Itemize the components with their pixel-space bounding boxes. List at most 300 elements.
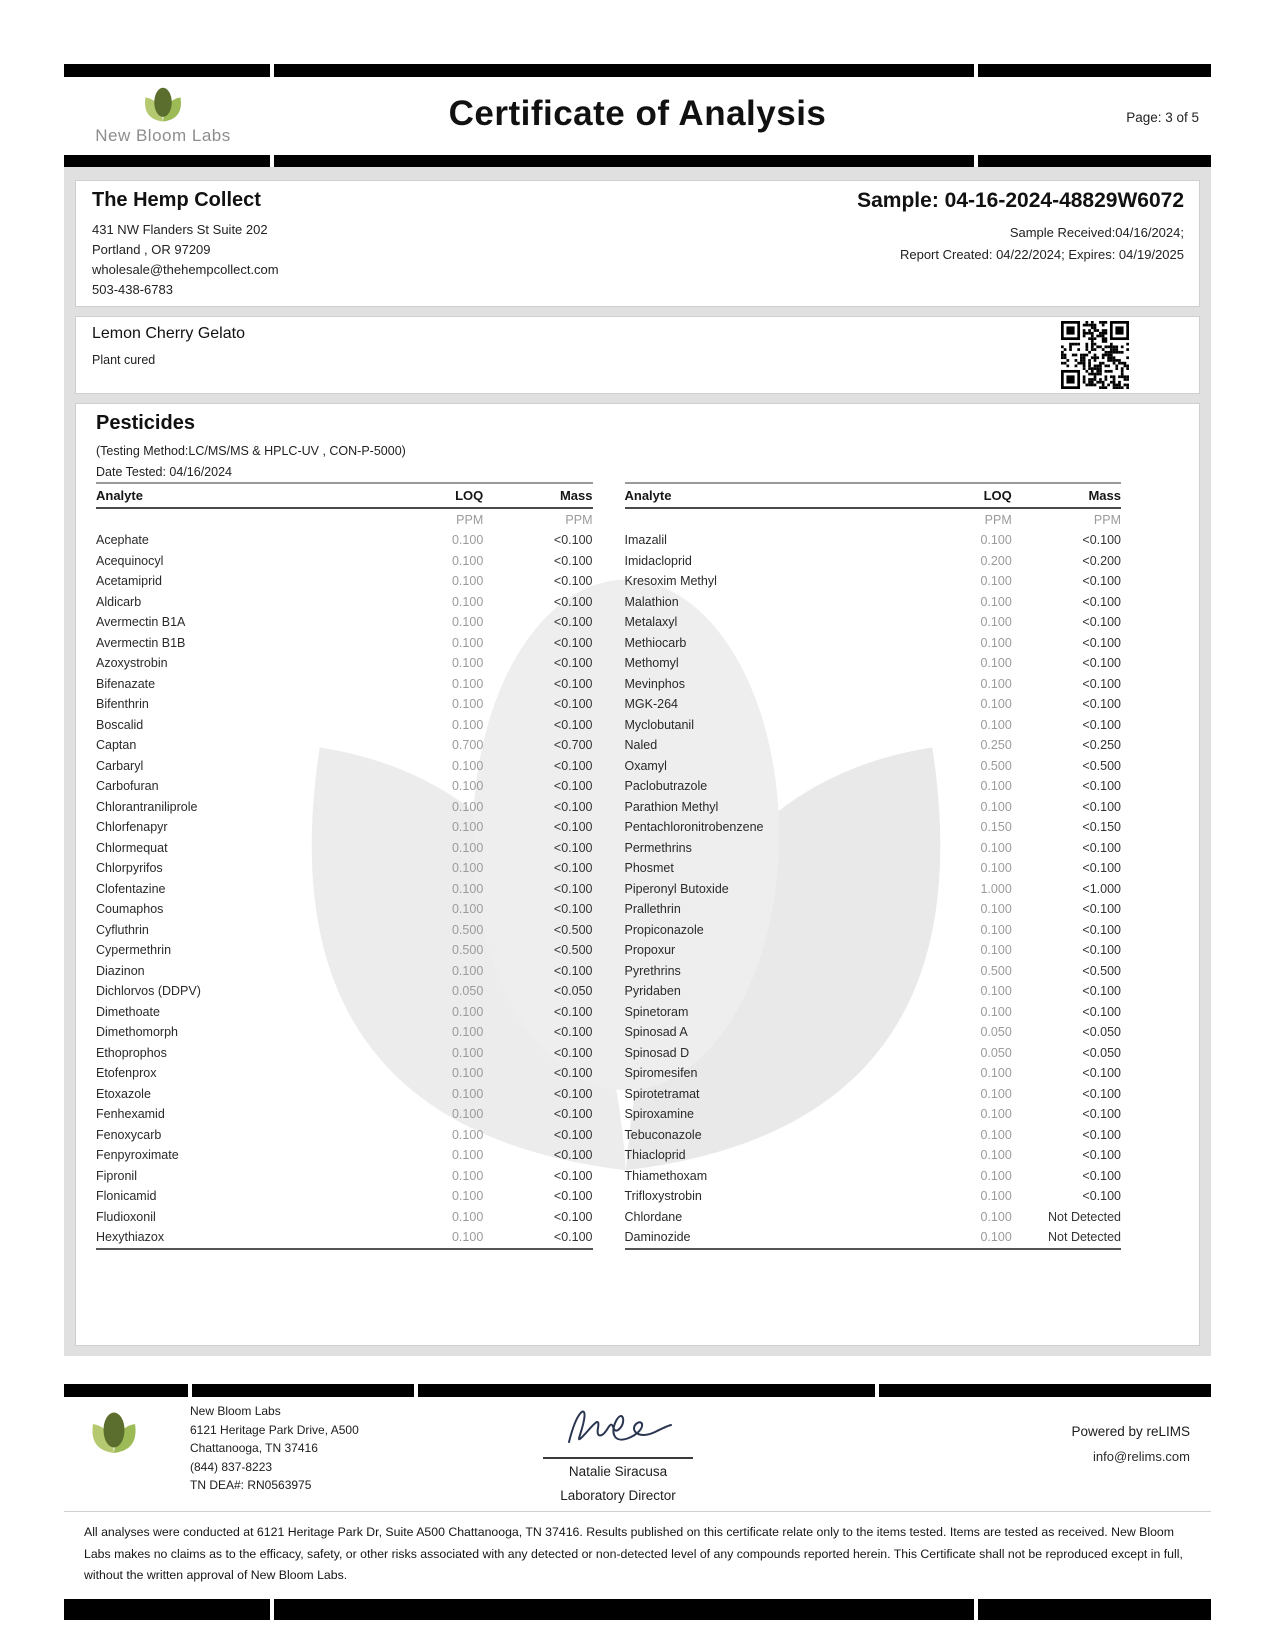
loq-value: 0.100 bbox=[980, 902, 1012, 917]
header-divider-bar bbox=[64, 155, 1211, 167]
sample-id: Sample: 04-16-2024-48829W6072 bbox=[857, 189, 1184, 212]
analyte-name: Fenpyroximate bbox=[96, 1148, 179, 1163]
loq-value: 0.100 bbox=[451, 1127, 484, 1142]
analyte-row bbox=[96, 1002, 593, 1023]
analyte-name: Spinosad A bbox=[624, 1025, 688, 1040]
signer-title: Laboratory Director bbox=[560, 1488, 676, 1503]
analyte-name: Hexythiazox bbox=[96, 1230, 165, 1245]
top-divider-bar bbox=[64, 64, 1211, 77]
analyte-row bbox=[625, 551, 1122, 572]
analyte-name: Diazinon bbox=[96, 963, 145, 978]
product-panel bbox=[75, 316, 1200, 394]
analyte-name: Etofenprox bbox=[96, 1066, 157, 1081]
analyte-row bbox=[96, 530, 593, 551]
analyte-name: Oxamyl bbox=[624, 758, 667, 773]
loq-value: 0.100 bbox=[980, 574, 1012, 589]
analyte-row bbox=[96, 674, 593, 695]
analyte-row bbox=[625, 858, 1122, 879]
mass-value: <0.100 bbox=[1082, 902, 1121, 917]
analyte-name: Captan bbox=[96, 738, 137, 753]
mass-value: <0.100 bbox=[1082, 717, 1121, 732]
lab-phone: (844) 837-8223 bbox=[190, 1459, 273, 1474]
analyte-name: Mevinphos bbox=[624, 676, 685, 691]
loq-value: 0.100 bbox=[980, 1127, 1012, 1142]
bottom-bar bbox=[64, 1599, 1211, 1620]
signature-block bbox=[528, 1396, 708, 1503]
mass-value: <0.100 bbox=[1082, 1066, 1121, 1081]
analyte-name: Ethoprophos bbox=[96, 1045, 167, 1060]
mass-value: <0.100 bbox=[553, 779, 593, 794]
sample-received: Sample Received:04/16/2024; bbox=[1009, 225, 1184, 240]
loq-value: 0.500 bbox=[980, 758, 1012, 773]
contact-email: info@relims.com bbox=[1093, 1449, 1190, 1464]
mass-value: <0.100 bbox=[1082, 676, 1121, 691]
loq-value: 0.100 bbox=[451, 1025, 484, 1040]
analyte-row bbox=[96, 776, 593, 797]
mass-value: <0.100 bbox=[553, 963, 593, 978]
mass-value: <0.100 bbox=[553, 574, 593, 589]
analyte-name: Coumaphos bbox=[96, 902, 164, 917]
mass-value: <0.500 bbox=[1082, 963, 1121, 978]
lab-contact-info bbox=[190, 1402, 359, 1495]
analyte-row bbox=[625, 920, 1122, 941]
mass-value: <0.200 bbox=[1082, 553, 1121, 568]
mass-value: Not Detected bbox=[1048, 1230, 1121, 1245]
analyte-row bbox=[96, 1166, 593, 1187]
analyte-row bbox=[625, 1166, 1122, 1187]
analyte-name: Spirotetramat bbox=[624, 1086, 700, 1101]
loq-value: 0.100 bbox=[980, 717, 1012, 732]
loq-value: 0.100 bbox=[451, 881, 484, 896]
signature-line bbox=[543, 1457, 693, 1459]
mass-value: <0.150 bbox=[1082, 820, 1121, 835]
loq-value: 0.050 bbox=[451, 984, 484, 999]
analyte-row bbox=[625, 674, 1122, 695]
unit-cell: PPM bbox=[565, 512, 593, 527]
lab-address-line2: Chattanooga, TN 37416 bbox=[190, 1441, 318, 1455]
loq-value: 0.200 bbox=[980, 553, 1012, 568]
loq-value: 0.100 bbox=[451, 717, 484, 732]
analyte-row bbox=[625, 1084, 1122, 1105]
analyte-name: Pentachloronitrobenzene bbox=[624, 820, 764, 835]
loq-value: 0.500 bbox=[451, 943, 484, 958]
analyte-name: Myclobutanil bbox=[624, 717, 694, 732]
analyte-row bbox=[625, 1002, 1122, 1023]
analyte-row bbox=[96, 592, 593, 613]
signature-image bbox=[553, 1396, 683, 1452]
mass-value: <0.100 bbox=[1082, 635, 1121, 650]
analyte-name: Spiromesifen bbox=[624, 1066, 698, 1081]
analyte-name: Methomyl bbox=[624, 656, 679, 671]
analyte-name: Boscalid bbox=[96, 717, 144, 732]
mass-value: <0.100 bbox=[1082, 984, 1121, 999]
product-form: Plant cured bbox=[92, 353, 156, 367]
loq-value: 0.100 bbox=[451, 1209, 484, 1224]
mass-value: <0.100 bbox=[553, 1168, 593, 1183]
analyte-row bbox=[625, 592, 1122, 613]
analyte-row bbox=[96, 1186, 593, 1207]
loq-value: 0.100 bbox=[451, 963, 484, 978]
analyte-row bbox=[96, 981, 593, 1002]
mass-value: <0.100 bbox=[553, 594, 593, 609]
loq-value: 0.100 bbox=[451, 902, 484, 917]
analyte-row bbox=[96, 1084, 593, 1105]
analyte-name: Fludioxonil bbox=[96, 1209, 156, 1224]
mass-value: <0.100 bbox=[1082, 615, 1121, 630]
loq-value: 0.100 bbox=[980, 1086, 1012, 1101]
mass-value: <0.100 bbox=[1082, 533, 1121, 548]
lab-address-line1: 6121 Heritage Park Drive, A500 bbox=[190, 1422, 359, 1437]
qr-code bbox=[1061, 321, 1129, 389]
lab-dea-number: TN DEA#: RN0563975 bbox=[190, 1478, 312, 1492]
loq-value: 0.100 bbox=[980, 615, 1012, 630]
analyte-row bbox=[625, 633, 1122, 654]
analyte-row bbox=[96, 571, 593, 592]
analyte-name: Phosmet bbox=[624, 861, 674, 876]
analyte-name: Malathion bbox=[624, 594, 679, 609]
analyte-name: Chlormequat bbox=[96, 840, 168, 855]
sample-info bbox=[857, 189, 1184, 266]
loq-value: 0.100 bbox=[451, 1230, 484, 1245]
mass-value: <0.100 bbox=[553, 902, 593, 917]
analyte-row bbox=[625, 1104, 1122, 1125]
analyte-name: Avermectin B1B bbox=[96, 635, 186, 650]
mass-value: <0.100 bbox=[553, 881, 593, 896]
loq-value: 0.100 bbox=[451, 594, 484, 609]
loq-value: 0.100 bbox=[980, 1148, 1012, 1163]
analyte-row bbox=[625, 1186, 1122, 1207]
loq-value: 0.500 bbox=[451, 922, 484, 937]
analyte-row bbox=[96, 551, 593, 572]
loq-value: 0.100 bbox=[451, 533, 484, 548]
analyte-row bbox=[625, 756, 1122, 777]
analyte-name: Acequinocyl bbox=[96, 553, 164, 568]
mass-value: <0.100 bbox=[553, 1045, 593, 1060]
signer-name: Natalie Siracusa bbox=[568, 1464, 668, 1479]
mass-value: <0.100 bbox=[553, 697, 593, 712]
analyte-name: Daminozide bbox=[624, 1230, 691, 1245]
mass-value: <0.100 bbox=[1082, 1127, 1121, 1142]
mass-value: <0.100 bbox=[1082, 594, 1121, 609]
mass-value: <0.100 bbox=[553, 656, 593, 671]
loq-value: 0.100 bbox=[451, 1045, 484, 1060]
lab-logo-text: New Bloom Labs bbox=[95, 126, 231, 145]
analyte-row bbox=[625, 653, 1122, 674]
client-info bbox=[92, 189, 279, 300]
section-title: Pesticides bbox=[96, 412, 195, 434]
mass-value: <0.100 bbox=[553, 1209, 593, 1224]
loq-value: 0.100 bbox=[451, 840, 484, 855]
analyte-row bbox=[96, 797, 593, 818]
powered-by: Powered by reLIMS bbox=[1071, 1424, 1190, 1439]
analyte-name: Permethrins bbox=[624, 840, 692, 855]
mass-value: <0.100 bbox=[553, 635, 593, 650]
analyte-row bbox=[96, 1207, 593, 1228]
testing-method: (Testing Method:LC/MS/MS & HPLC-UV , CON-P-5000) bbox=[96, 444, 406, 458]
mass-value: <0.100 bbox=[553, 717, 593, 732]
loq-value: 0.100 bbox=[451, 553, 484, 568]
analyte-row bbox=[96, 1125, 593, 1146]
analyte-name: Spiroxamine bbox=[624, 1107, 694, 1122]
analyte-name: Aldicarb bbox=[96, 594, 142, 609]
loq-value: 0.100 bbox=[980, 1107, 1012, 1122]
analyte-row bbox=[625, 776, 1122, 797]
mass-value: <0.100 bbox=[553, 758, 593, 773]
footer-logo-flower-icon bbox=[84, 1406, 144, 1458]
mass-value: <0.100 bbox=[1082, 1168, 1121, 1183]
analyte-row bbox=[625, 838, 1122, 859]
analyte-name: Flonicamid bbox=[96, 1189, 157, 1204]
loq-value: 0.100 bbox=[451, 635, 484, 650]
loq-value: 0.100 bbox=[451, 1148, 484, 1163]
analyte-name: Chlorfenapyr bbox=[96, 820, 168, 835]
loq-value: 0.100 bbox=[980, 697, 1012, 712]
col-header-mass: Mass bbox=[483, 483, 592, 508]
analyte-name: Bifenazate bbox=[96, 676, 156, 691]
analyte-row bbox=[625, 1043, 1122, 1064]
analyte-row bbox=[625, 1125, 1122, 1146]
analyte-row bbox=[625, 1207, 1122, 1228]
analyte-name: Acephate bbox=[96, 533, 149, 548]
loq-value: 0.100 bbox=[980, 943, 1012, 958]
analyte-name: Bifenthrin bbox=[96, 697, 149, 712]
mass-value: <0.100 bbox=[1082, 1004, 1121, 1019]
analyte-row bbox=[96, 756, 593, 777]
analyte-row bbox=[96, 653, 593, 674]
mass-value: <0.500 bbox=[553, 922, 593, 937]
analyte-name: MGK-264 bbox=[624, 697, 678, 712]
loq-value: 0.100 bbox=[451, 1086, 484, 1101]
mass-value: <0.100 bbox=[553, 615, 593, 630]
client-email: wholesale@thehempcollect.com bbox=[92, 262, 279, 277]
analyte-row bbox=[625, 1063, 1122, 1084]
pesticides-panel bbox=[75, 403, 1200, 1346]
analyte-name: Prallethrin bbox=[624, 902, 681, 917]
client-sample-panel bbox=[75, 180, 1200, 307]
loq-value: 0.100 bbox=[451, 1004, 484, 1019]
col-header-loq: LOQ bbox=[354, 483, 483, 508]
client-phone: 503-438-6783 bbox=[92, 282, 173, 297]
mass-value: <0.100 bbox=[553, 676, 593, 691]
analyte-name: Metalaxyl bbox=[624, 615, 678, 630]
mass-value: <0.100 bbox=[1082, 574, 1121, 589]
analyte-name: Propiconazole bbox=[624, 922, 704, 937]
analyte-row bbox=[625, 571, 1122, 592]
analyte-name: Spinetoram bbox=[624, 1004, 689, 1019]
analyte-name: Piperonyl Butoxide bbox=[624, 881, 729, 896]
analyte-name: Imazalil bbox=[624, 533, 667, 548]
loq-value: 0.100 bbox=[980, 1209, 1012, 1224]
loq-value: 0.100 bbox=[980, 594, 1012, 609]
pesticides-table-left bbox=[96, 482, 593, 1250]
analyte-row bbox=[96, 940, 593, 961]
loq-value: 0.100 bbox=[451, 820, 484, 835]
analyte-row bbox=[96, 694, 593, 715]
loq-value: 0.100 bbox=[980, 533, 1012, 548]
analyte-name: Cypermethrin bbox=[96, 943, 172, 958]
analyte-row bbox=[96, 735, 593, 756]
analyte-name: Naled bbox=[624, 738, 658, 753]
product-name: Lemon Cherry Gelato bbox=[92, 325, 245, 342]
analyte-row bbox=[625, 981, 1122, 1002]
col-header-loq: LOQ bbox=[883, 483, 1012, 508]
analyte-name: Thiamethoxam bbox=[624, 1168, 708, 1183]
loq-value: 0.100 bbox=[451, 1168, 484, 1183]
analyte-name: Acetamiprid bbox=[96, 574, 162, 589]
disclaimer-text: All analyses were conducted at 6121 Heritage Park Dr, Suite A500 Chattanooga, TN 37416. Results published on this certificate relate only to the items tested. Items are tested as received. New Bloom Labs makes no claims as to the efficacy, safety, or other risks associated with any detected or non-detected level of any compounds reported herein. This Certificate shall not be reproduced except in full, without the written approval of New Bloom Labs. bbox=[84, 1525, 1183, 1582]
analyte-row bbox=[96, 961, 593, 982]
analyte-row bbox=[96, 633, 593, 654]
loq-value: 0.100 bbox=[451, 676, 484, 691]
mass-value: <0.100 bbox=[1082, 922, 1121, 937]
analyte-name: Azoxystrobin bbox=[96, 656, 168, 671]
mass-value: <1.000 bbox=[1082, 881, 1121, 896]
analyte-row bbox=[625, 879, 1122, 900]
analyte-row bbox=[625, 817, 1122, 838]
mass-value: <0.050 bbox=[1082, 1025, 1121, 1040]
analyte-name: Pyridaben bbox=[624, 984, 681, 999]
loq-value: 0.100 bbox=[980, 1189, 1012, 1204]
mass-value: Not Detected bbox=[1048, 1209, 1121, 1224]
analyte-name: Fenoxycarb bbox=[96, 1127, 162, 1142]
pesticides-table-right bbox=[625, 482, 1122, 1250]
analyte-row bbox=[625, 961, 1122, 982]
analyte-row bbox=[96, 1063, 593, 1084]
analyte-name: Tebuconazole bbox=[624, 1127, 702, 1142]
analyte-row bbox=[625, 735, 1122, 756]
loq-value: 0.100 bbox=[980, 1004, 1012, 1019]
analyte-row bbox=[96, 920, 593, 941]
loq-value: 0.100 bbox=[451, 615, 484, 630]
analyte-row bbox=[96, 858, 593, 879]
analyte-row bbox=[625, 694, 1122, 715]
mass-value: <0.700 bbox=[553, 738, 593, 753]
client-address-line2: Portland , OR 97209 bbox=[92, 242, 211, 257]
mass-value: <0.100 bbox=[553, 1004, 593, 1019]
analyte-name: Paclobutrazole bbox=[624, 779, 708, 794]
analyte-name: Avermectin B1A bbox=[96, 615, 186, 630]
mass-value: <0.050 bbox=[553, 984, 593, 999]
mass-value: <0.100 bbox=[553, 1230, 593, 1245]
analyte-row bbox=[96, 1145, 593, 1166]
analyte-row bbox=[96, 1227, 593, 1249]
pesticides-tables bbox=[96, 482, 1121, 1250]
loq-value: 0.100 bbox=[451, 574, 484, 589]
analyte-name: Kresoxim Methyl bbox=[624, 574, 717, 589]
unit-cell: PPM bbox=[456, 512, 484, 527]
loq-value: 0.100 bbox=[451, 779, 484, 794]
analyte-row bbox=[96, 1043, 593, 1064]
mass-value: <0.100 bbox=[553, 840, 593, 855]
loq-value: 0.100 bbox=[451, 656, 484, 671]
analyte-name: Pyrethrins bbox=[624, 963, 681, 978]
loq-value: 0.700 bbox=[451, 738, 484, 753]
analyte-name: Imidacloprid bbox=[624, 553, 692, 568]
analyte-row bbox=[96, 899, 593, 920]
analyte-row bbox=[625, 797, 1122, 818]
mass-value: <0.100 bbox=[553, 820, 593, 835]
mass-value: <0.100 bbox=[1082, 656, 1121, 671]
mass-value: <0.100 bbox=[553, 1086, 593, 1101]
mass-value: <0.100 bbox=[553, 1127, 593, 1142]
unit-cell bbox=[625, 508, 883, 530]
analyte-name: Chlordane bbox=[624, 1209, 683, 1224]
loq-value: 0.100 bbox=[980, 799, 1012, 814]
analyte-name: Fenhexamid bbox=[96, 1107, 165, 1122]
mass-value: <0.250 bbox=[1082, 738, 1121, 753]
col-header-analyte: Analyte bbox=[625, 483, 883, 508]
mass-value: <0.100 bbox=[553, 1025, 593, 1040]
analyte-name: Carbaryl bbox=[96, 758, 144, 773]
analyte-row bbox=[625, 530, 1122, 551]
unit-cell: PPM bbox=[1093, 512, 1121, 527]
mass-value: <0.100 bbox=[553, 533, 593, 548]
analyte-row bbox=[625, 1022, 1122, 1043]
mass-value: <0.100 bbox=[1082, 1148, 1121, 1163]
analyte-row bbox=[625, 899, 1122, 920]
loq-value: 0.100 bbox=[451, 1189, 484, 1204]
loq-value: 0.100 bbox=[980, 635, 1012, 650]
loq-value: 0.100 bbox=[451, 1066, 484, 1081]
loq-value: 0.100 bbox=[980, 779, 1012, 794]
document-title: Certificate of Analysis bbox=[448, 94, 827, 133]
analyte-row bbox=[96, 1022, 593, 1043]
analyte-name: Etoxazole bbox=[96, 1086, 151, 1101]
analyte-name: Parathion Methyl bbox=[624, 799, 719, 814]
analyte-name: Fipronil bbox=[96, 1168, 137, 1183]
mass-value: <0.100 bbox=[553, 861, 593, 876]
col-header-analyte: Analyte bbox=[96, 483, 354, 508]
lab-name: New Bloom Labs bbox=[190, 1404, 281, 1418]
mass-value: <0.100 bbox=[1082, 779, 1121, 794]
loq-value: 0.250 bbox=[980, 738, 1012, 753]
analyte-row bbox=[625, 1145, 1122, 1166]
mass-value: <0.100 bbox=[553, 1148, 593, 1163]
mass-value: <0.100 bbox=[553, 1189, 593, 1204]
loq-value: 0.100 bbox=[980, 1230, 1012, 1245]
analyte-name: Dichlorvos (DDPV) bbox=[96, 984, 201, 999]
mass-value: <0.100 bbox=[1082, 861, 1121, 876]
date-tested: Date Tested: 04/16/2024 bbox=[96, 465, 232, 479]
loq-value: 0.500 bbox=[980, 963, 1012, 978]
analyte-name: Carbofuran bbox=[96, 779, 159, 794]
analyte-row bbox=[625, 940, 1122, 961]
loq-value: 0.100 bbox=[980, 1168, 1012, 1183]
loq-value: 0.050 bbox=[980, 1045, 1012, 1060]
analyte-row bbox=[96, 715, 593, 736]
page-number: Page: 3 of 5 bbox=[1126, 110, 1199, 125]
analyte-name: Dimethoate bbox=[96, 1004, 160, 1019]
analyte-row bbox=[625, 612, 1122, 633]
loq-value: 0.100 bbox=[451, 861, 484, 876]
mass-value: <0.100 bbox=[553, 799, 593, 814]
mass-value: <0.500 bbox=[1082, 758, 1121, 773]
loq-value: 0.100 bbox=[980, 922, 1012, 937]
mass-value: <0.100 bbox=[1082, 1189, 1121, 1204]
loq-value: 0.100 bbox=[451, 799, 484, 814]
analyte-row bbox=[96, 879, 593, 900]
analyte-name: Clofentazine bbox=[96, 881, 166, 896]
loq-value: 0.050 bbox=[980, 1025, 1012, 1040]
analyte-name: Thiacloprid bbox=[624, 1148, 686, 1163]
analyte-name: Chlorpyrifos bbox=[96, 861, 163, 876]
mass-value: <0.100 bbox=[553, 1107, 593, 1122]
client-name: The Hemp Collect bbox=[92, 189, 261, 211]
unit-cell: PPM bbox=[984, 512, 1012, 527]
analyte-row bbox=[625, 715, 1122, 736]
analyte-name: Propoxur bbox=[624, 943, 676, 958]
loq-value: 0.100 bbox=[980, 1066, 1012, 1081]
